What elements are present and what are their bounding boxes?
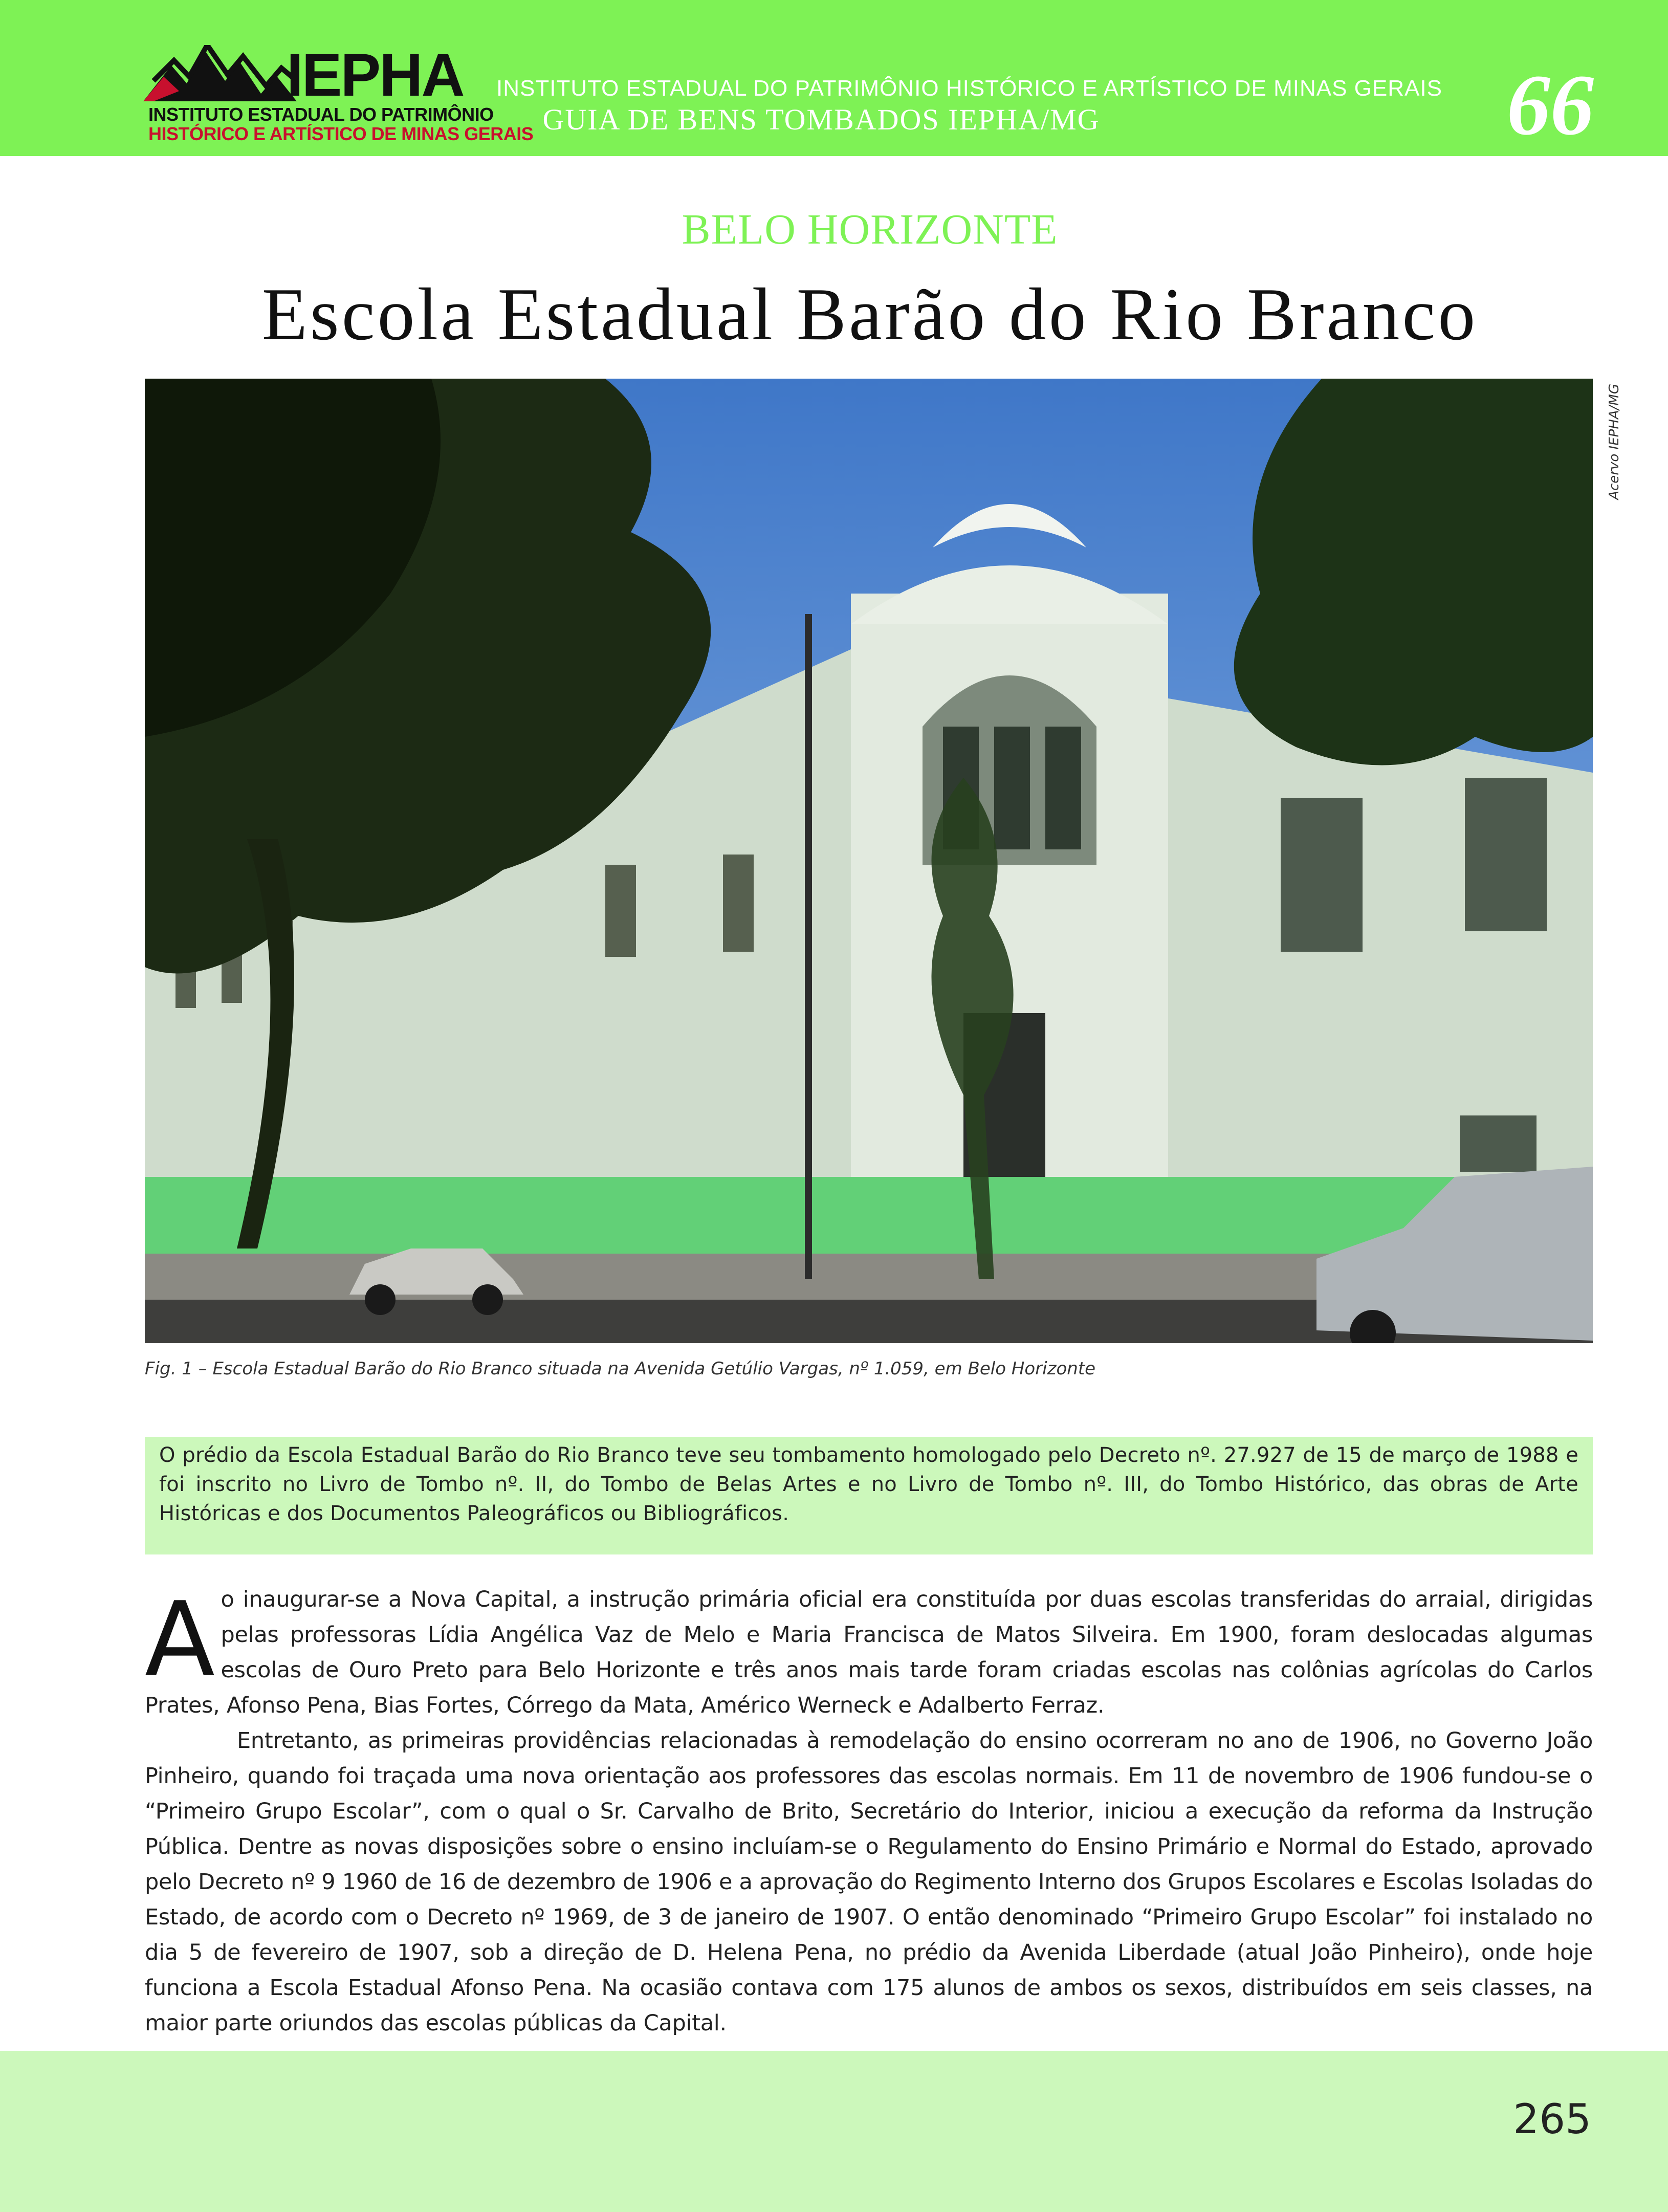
paragraph-1 — [145, 1582, 1593, 1723]
entry-number: 66 — [1507, 57, 1594, 153]
guide-name — [496, 102, 1397, 137]
photo-credit-text: Acervo IEPHA/MG — [1607, 384, 1622, 500]
photo-caption: Fig. 1 – Escola Estadual Barão do Rio Branco situada na Avenida Getúlio Vargas, nº 1.059, em Belo Horizonte — [145, 1359, 1096, 1379]
photo-illustration — [145, 379, 1593, 1343]
drop-cap: A — [145, 1580, 215, 1699]
guide-name-text: GUIA DE BENS TOMBADOS IEPHA/MG — [542, 103, 1100, 136]
institute-name: INSTITUTO ESTADUAL DO PATRIMÔNIO HISTÓRICO E ARTÍSTICO DE MINAS GERAIS — [496, 76, 1442, 101]
city-name: BELO HORIZONTE — [682, 206, 1058, 253]
logo-subtitle-line2: HISTÓRICO E ARTÍSTICO DE MINAS GERAIS — [148, 123, 534, 144]
logo-subtitle-line1: INSTITUTO ESTADUAL DO PATRIMÔNIO — [148, 104, 494, 125]
paragraph-2: Entretanto, as primeiras providências relacionadas à remodelação do ensino ocorreram no ano de 1906, no Governo João Pinheiro, quando foi traçada uma nova orientação aos professores das escolas normais. Em 11 de novembro de 1906 fundou-se o “Primeiro Grupo Escolar”, com o qual o Sr. Carvalho de Brito, Secretário do Interior, iniciou a execução da reforma da Instrução Pública. Dentre as novas disposições sobre o ensino incluíam-se o Regulamento do Ensino Primário e Normal do Estado, aprovado pelo Decreto nº 9 1960 de 16 de dezembro de 1906 e a aprovação do Regimento Interno dos Grupos Escolares e Escolas Isoladas do Estado, de acordo com o Decreto nº 1969, de 3 de janeiro de 1907. O então denominado “Primeiro Grupo Escolar” foi instalado no dia 5 de fevereiro de 1907, sob a direção de D. Helena Pena, no prédio da Avenida Liberdade (atual João Pinheiro), onde hoje funciona a Escola Estadual Afonso Pena. Na ocasião contava com 175 alunos de ambos os sexos, distribuídos em seis classes, na maior parte oriundos das escolas públicas da Capital. — [145, 1728, 1593, 2036]
paragraph-1-text: o inaugurar-se a Nova Capital, a instrução primária oficial era constituída por duas escolas transferidas do arraial, dirigidas pelas professoras Lídia Angélica Vaz de Melo e Maria Francisca de Matos Silveira. Em 1900, foram deslocadas algumas escolas de Ouro Preto para Belo Horizonte e três anos mais tarde foram criadas escolas nas colônias agrícolas do Carlos Prates, Afonso Pena, Bias Fortes, Córrego da Mata, Américo Werneck e Adalberto Ferraz. — [145, 1587, 1593, 1718]
building-photo — [145, 379, 1593, 1343]
photo-credit — [1607, 384, 1637, 517]
mountain-logo-icon — [143, 45, 297, 101]
summary-box: O prédio da Escola Estadual Barão do Rio Branco teve seu tombamento homologado pelo Decreto nº. 27.927 de 15 de março de 1988 e foi inscrito no Livro de Tombo nº. II, do Tombo de Belas Artes e no Livro de Tombo nº. III, do Tombo Histórico, das obras de Arte Históricas e dos Documentos Paleográficos ou Bibliográficos. — [145, 1437, 1593, 1554]
logo-wordmark: IEPHA — [287, 41, 464, 109]
footer-band — [0, 2051, 1668, 2212]
page-number: 265 — [1513, 2095, 1591, 2143]
page-title: Escola Estadual Barão do Rio Branco — [261, 273, 1478, 356]
iepha-logo — [143, 41, 534, 147]
body-text — [145, 1582, 1593, 2041]
